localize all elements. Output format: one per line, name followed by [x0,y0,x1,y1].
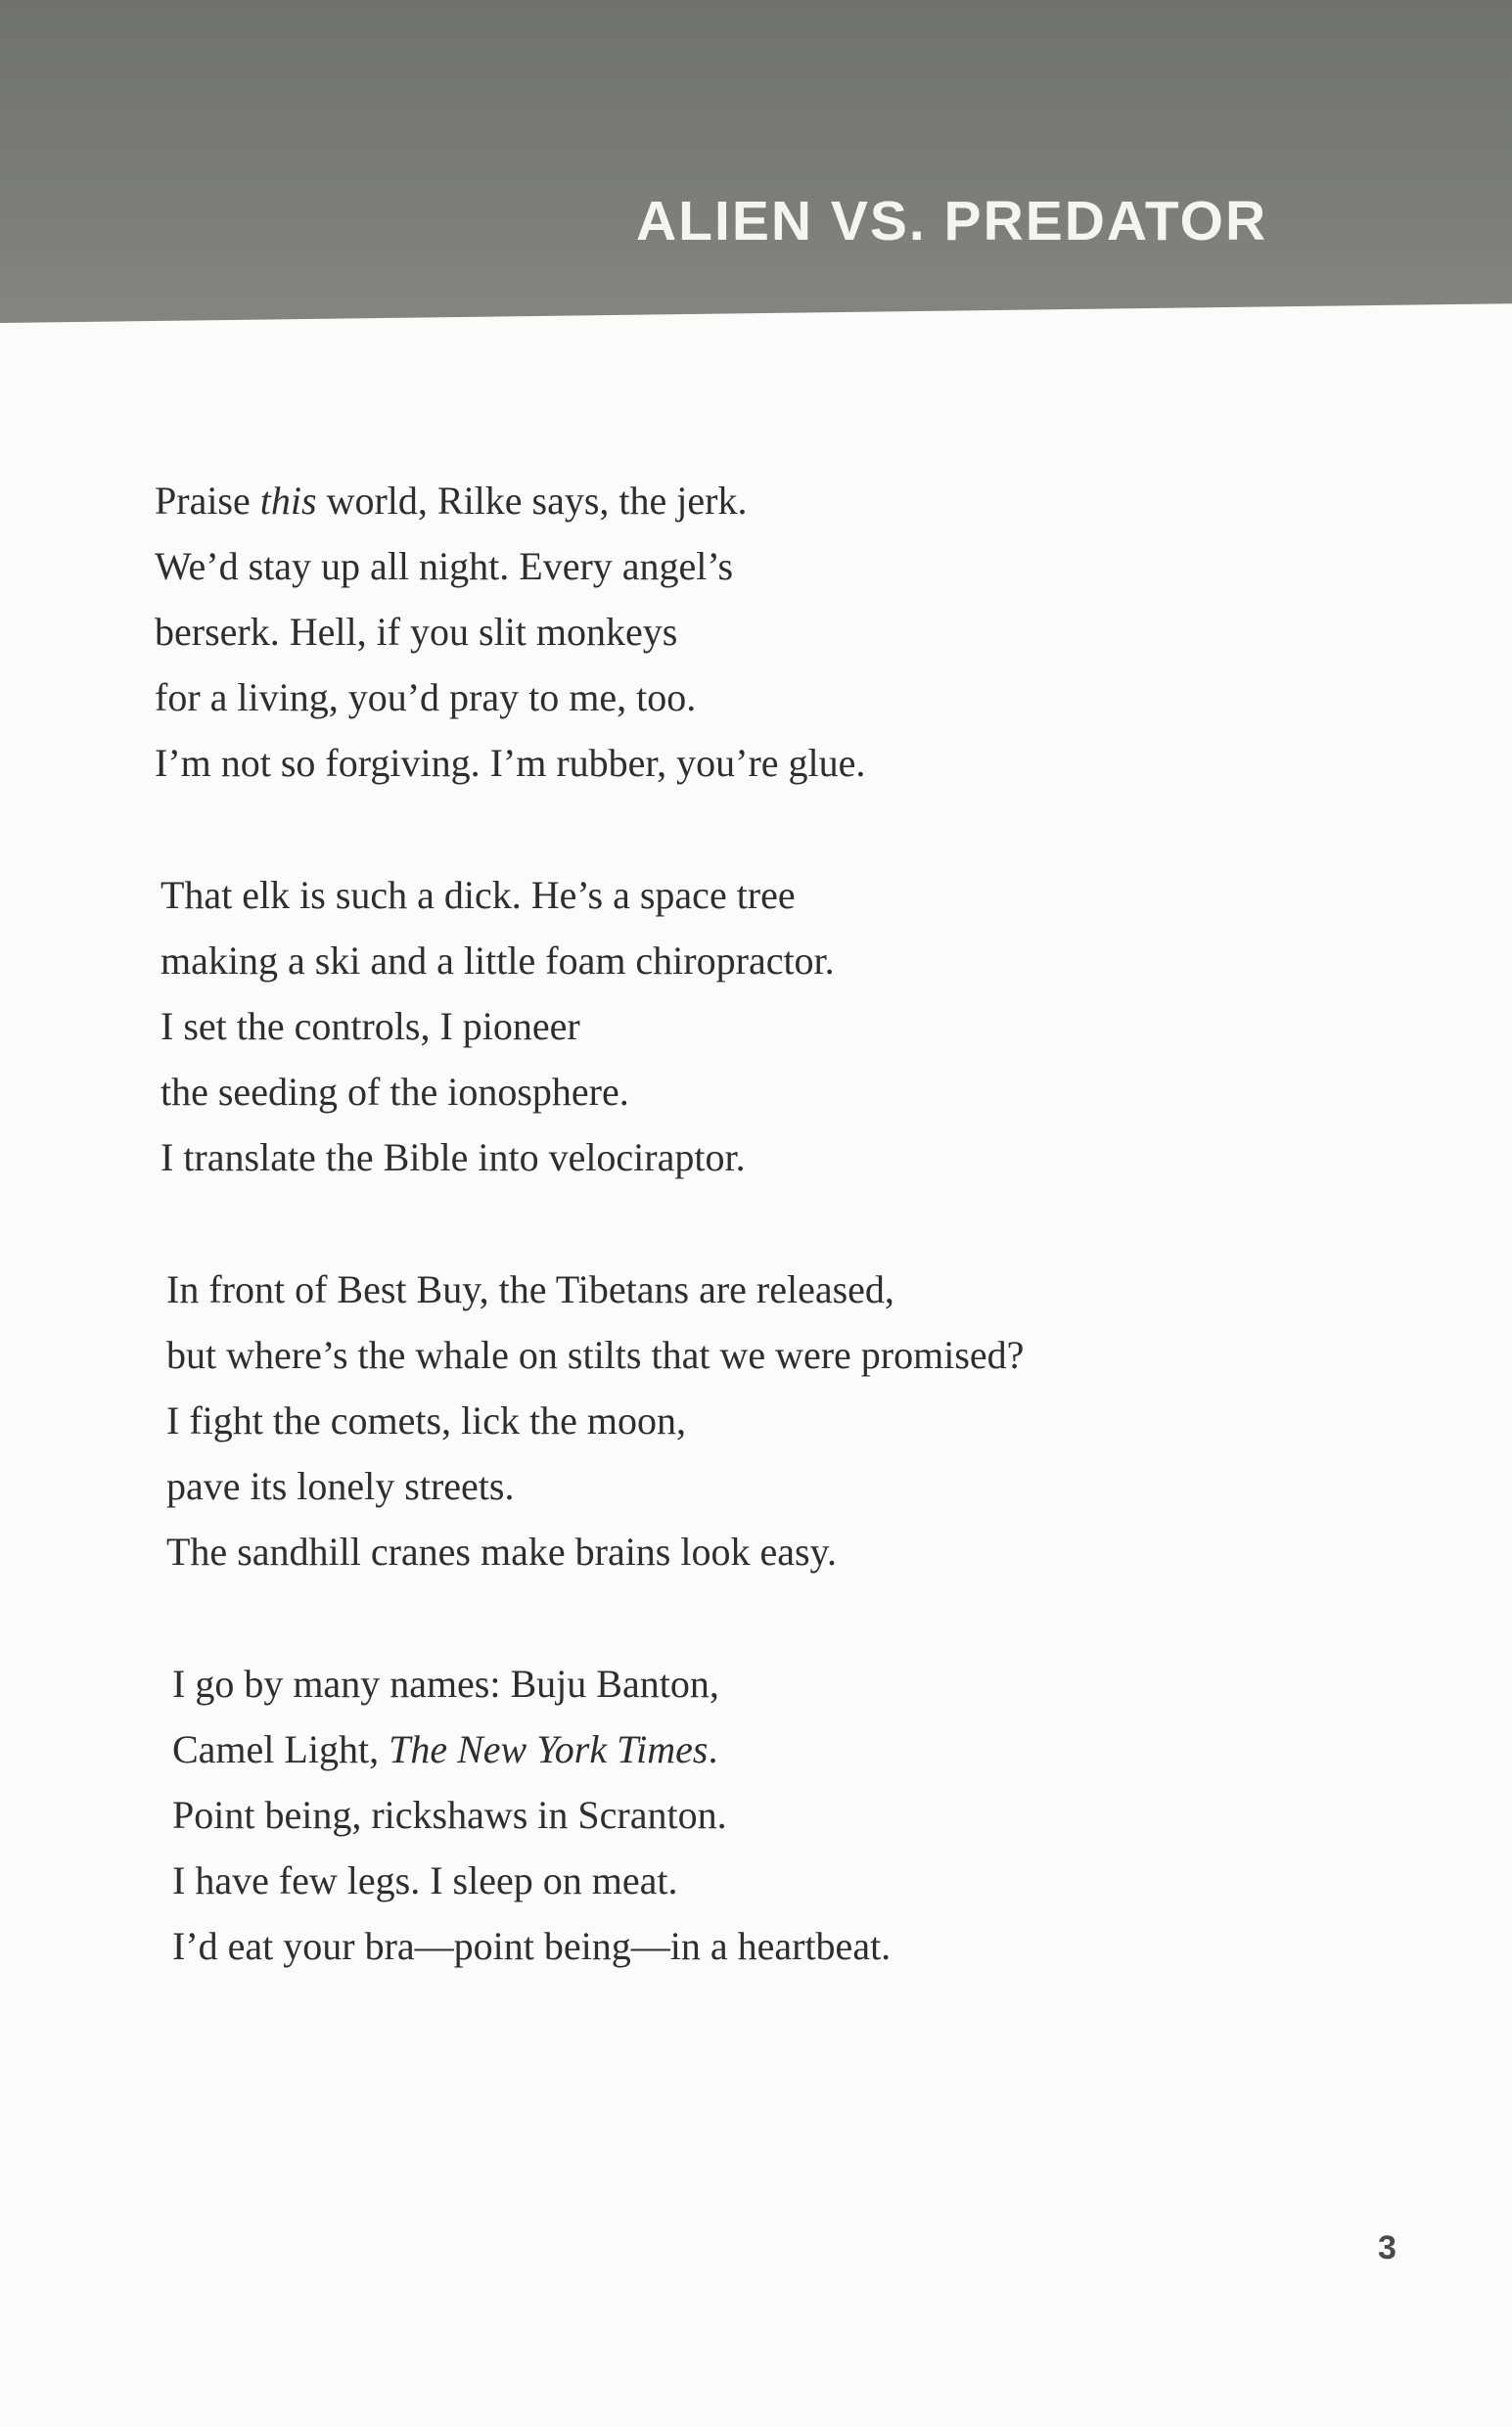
poem-line: berserk. Hell, if you slit monkeys [155,610,678,654]
line-italic-text: The New York Times [389,1727,709,1771]
poem-body [155,468,1378,2045]
page-number: 3 [1378,2229,1397,2267]
stanza-4 [155,1651,1378,1979]
poem-line: That elk is such a dick. He’s a space tree [160,873,796,917]
poem-line: We’d stay up all night. Every angel’s [155,544,734,588]
line-text: . [708,1727,718,1771]
line-text: world, Rilke says, the jerk. [316,479,748,523]
poem-line: I translate the Bible into velociraptor. [160,1135,746,1179]
line-text: Camel Light, [172,1727,389,1771]
poem-line: making a ski and a little foam chiropractor. [160,939,835,983]
poem-line [155,468,1378,533]
poem-title: ALIEN VS. PREDATOR [636,190,1268,252]
poem-line: I have few legs. I sleep on meat. [172,1858,678,1902]
poem-line: the seeding of the ionosphere. [160,1070,629,1114]
poem-line: In front of Best Buy, the Tibetans are released, [166,1267,894,1311]
poem-line: The sandhill cranes make brains look easy. [166,1530,837,1574]
poem-line [172,1717,1378,1782]
line-text: Praise [155,479,260,523]
line-italic-text: this [259,479,317,523]
poem-line: but where’s the whale on stilts that we were promised? [166,1333,1025,1377]
poem-line: I go by many names: Buju Banton, [172,1662,719,1706]
stanza-2 [155,862,1378,1190]
poem-line: I’m not so forgiving. I’m rubber, you’re glue. [155,741,866,785]
poem-line: I’d eat your bra—point being—in a heartbeat. [172,1924,892,1968]
poem-line: Point being, rickshaws in Scranton. [172,1793,727,1837]
poem-line: pave its lonely streets. [166,1464,515,1508]
stanza-3 [155,1257,1378,1584]
poem-line: I set the controls, I pioneer [160,1004,580,1048]
stanza-1 [155,468,1378,796]
chapter-header-band [0,0,1512,323]
poem-line: for a living, you’d pray to me, too. [155,675,697,719]
poem-line: I fight the comets, lick the moon, [166,1398,686,1442]
